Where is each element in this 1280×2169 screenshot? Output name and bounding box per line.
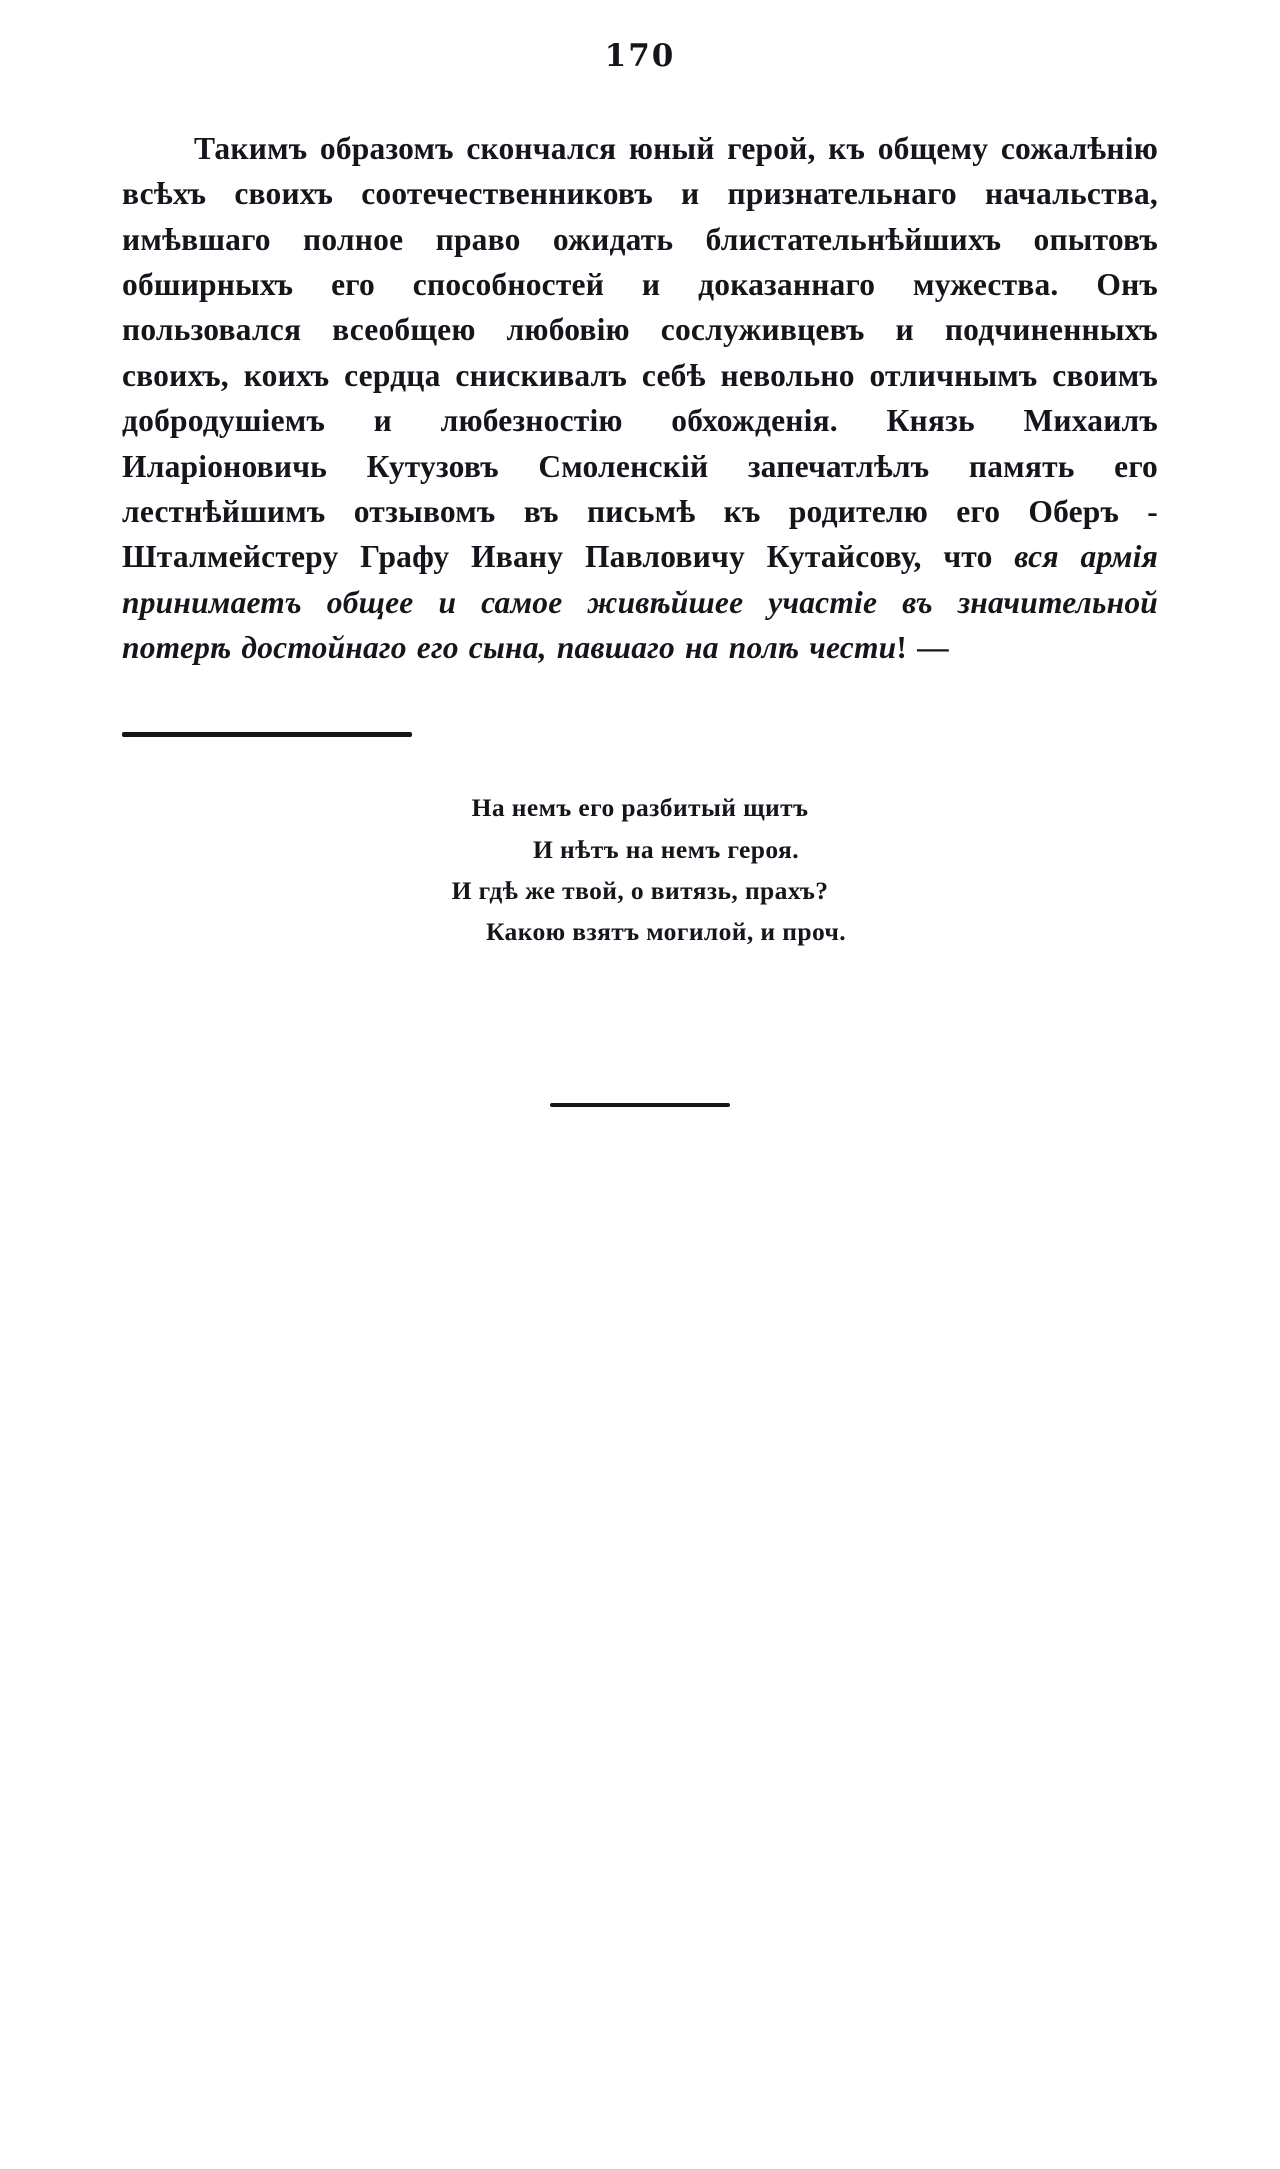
document-page [0, 38, 1280, 2169]
verse-line: На немъ его разбитый щитъ [471, 793, 809, 823]
verse-line: И нѣтъ на немъ героя. [533, 834, 799, 864]
body-text-block [122, 126, 1158, 670]
verse-block [0, 787, 1280, 952]
page-number: 170 [604, 38, 676, 74]
main-paragraph [122, 126, 1158, 670]
bottom-divider-rule [550, 1103, 730, 1107]
verse-line: И гдѣ же твой, о витязь, прахъ? [451, 875, 829, 905]
verse-line: Какою взятъ могилой, и проч. [486, 917, 846, 947]
paragraph-italic-quote: вся армія принимаетъ общее и самое живѣйшее участіе въ значительной потерѣ достойнаго его сына, павшаго на полѣ чести [122, 539, 1158, 665]
paragraph-roman-text: Такимъ образомъ скончался юный герой, къ общему сожалѣнію всѣхъ своихъ соотечественниковъ и признательнаго начальства, имѣвшаго полное право ожидать блистательнѣйшихъ опытовъ обширныхъ его способностей и доказаннаго мужества. Онъ пользовался всеобщею любовію сослуживцевъ и подчиненныхъ своихъ, коихъ сердца снискивалъ себѣ невольно отличнымъ своимъ добродушіемъ и любезностію обхожденія. Князь Михаилъ Иларіоновичь Кутузовъ Смоленскій запечатлѣлъ память его лестнѣйшимъ отзывомъ въ письмѣ къ родителю его Оберъ - Шталмейстеру Графу Ивану Павловичу Кутайсову, что [122, 131, 1158, 575]
paragraph-closing: ! — [896, 629, 949, 665]
section-divider-rule [122, 732, 412, 737]
